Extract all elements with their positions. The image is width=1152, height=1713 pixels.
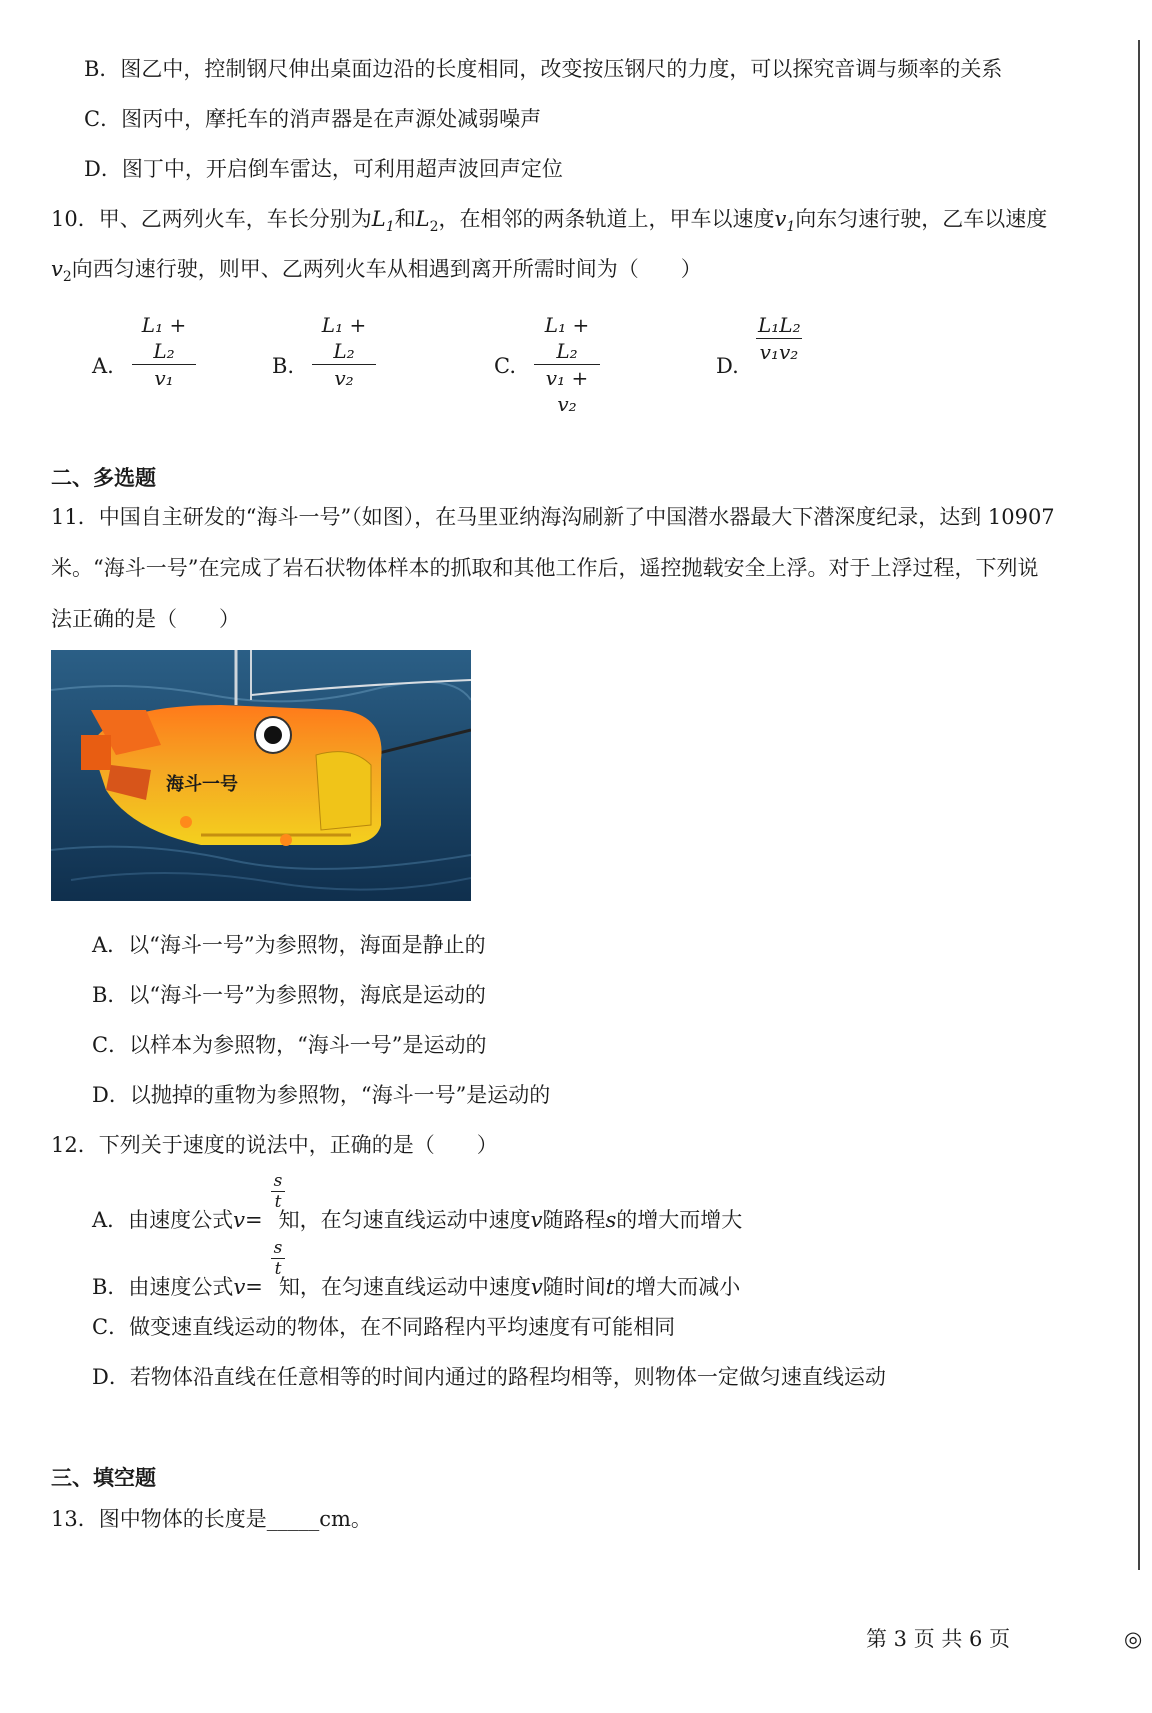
q9-option-b: B．图乙中，控制钢尺伸出桌面边沿的长度相同，改变按压钢尺的力度，可以探究音调与频率的关系 — [84, 57, 1003, 81]
submersible-label: 海斗一号 — [166, 774, 238, 795]
fraction-denominator: v₁ + v₂ — [545, 366, 589, 416]
q12-option-a: A．由速度公式v= 知，在匀速直线运动中速度v随路程s的增大而增大 — [92, 1208, 743, 1232]
fraction-numerator: L₁ + L₂ — [312, 312, 376, 365]
fraction-denominator: t — [274, 1259, 282, 1279]
q11-option-d: D．以抛掉的重物为参照物，“海斗一号”是运动的 — [92, 1083, 551, 1107]
q10-stem-line2: $v_2$向西匀速行驶，则甲、乙两列火车从相遇到离开所需时间为（ ） — [51, 257, 702, 286]
q12-option-a-fraction — [271, 1171, 285, 1212]
margin-line — [1138, 40, 1140, 1570]
fraction-numerator: s — [271, 1238, 285, 1259]
fraction-denominator: t — [274, 1192, 282, 1212]
q10-option-c-fraction — [534, 312, 600, 417]
q11-option-a: A．以“海斗一号”为参照物，海面是静止的 — [92, 933, 486, 957]
q12-option-d: D．若物体沿直线在任意相等的时间内通过的路程均相等，则物体一定做匀速直线运动 — [92, 1365, 886, 1389]
page-number: 第 3 页 共 6 页 — [866, 1627, 1011, 1651]
fraction-numerator: L₁ + L₂ — [132, 312, 196, 365]
submersible-photo — [51, 650, 471, 901]
q11-option-c: C．以样本为参照物，“海斗一号”是运动的 — [92, 1033, 487, 1057]
answer-blank[interactable]: _____ — [266, 1507, 320, 1531]
q10-option-b-label: B. — [272, 354, 295, 378]
section-heading-multiple-choice: 二、多选题 — [51, 466, 156, 490]
section-heading-fill-in: 三、填空题 — [51, 1466, 156, 1490]
q10-option-b-fraction — [312, 312, 376, 391]
q9-option-c: C．图丙中，摩托车的消声器是在声源处减弱噪声 — [84, 107, 542, 131]
q11-option-b: B．以“海斗一号”为参照物，海底是运动的 — [92, 983, 486, 1007]
q11-stem-line1: 11．中国自主研发的“海斗一号”（如图），在马里亚纳海沟刷新了中国潜水器最大下潜深度纪录，达到 10907 — [51, 505, 1055, 529]
q11-stem-line2: 米。“海斗一号”在完成了岩石状物体样本的抓取和其他工作后，遥控抛载安全上浮。对于上浮过程，下列说 — [51, 556, 1039, 580]
q9-option-d: D．图丁中，开启倒车雷达，可利用超声波回声定位 — [84, 157, 563, 181]
fraction-numerator: L₁ + L₂ — [534, 312, 600, 365]
q10-option-a-label: A. — [92, 354, 114, 378]
q10-option-d-label: D. — [716, 354, 739, 378]
q11-stem-line3: 法正确的是（ ） — [51, 607, 240, 631]
fraction-numerator: s — [271, 1171, 285, 1192]
q12-option-c: C．做变速直线运动的物体，在不同路程内平均速度有可能相同 — [92, 1315, 676, 1339]
circle-mark-icon: ◎ — [1124, 1627, 1143, 1651]
q10-stem-line1: 10．甲、乙两列火车，车长分别为$L_1$和$L_2$，在相邻的两条轨道上，甲车以速度$v_1$向东匀速行驶，乙车以速度 — [51, 207, 1048, 236]
fraction-numerator: L₁L₂ — [758, 313, 801, 337]
fraction-denominator: v₁ — [154, 366, 174, 390]
q10-option-d-fraction — [756, 312, 802, 365]
q12-option-b: B．由速度公式v= 知，在匀速直线运动中速度v随时间t的增大而减小 — [92, 1275, 741, 1299]
fraction-denominator: v₂ — [334, 366, 354, 390]
q12-stem: 12．下列关于速度的说法中，正确的是（ ） — [51, 1133, 498, 1157]
q12-option-b-fraction — [271, 1238, 285, 1279]
q10-option-a-fraction — [132, 312, 196, 391]
fraction-denominator: v₁v₂ — [759, 340, 799, 364]
q13-stem: 13．图中物体的长度是_____cm。 — [51, 1507, 372, 1531]
q10-option-c-label: C. — [494, 354, 516, 378]
